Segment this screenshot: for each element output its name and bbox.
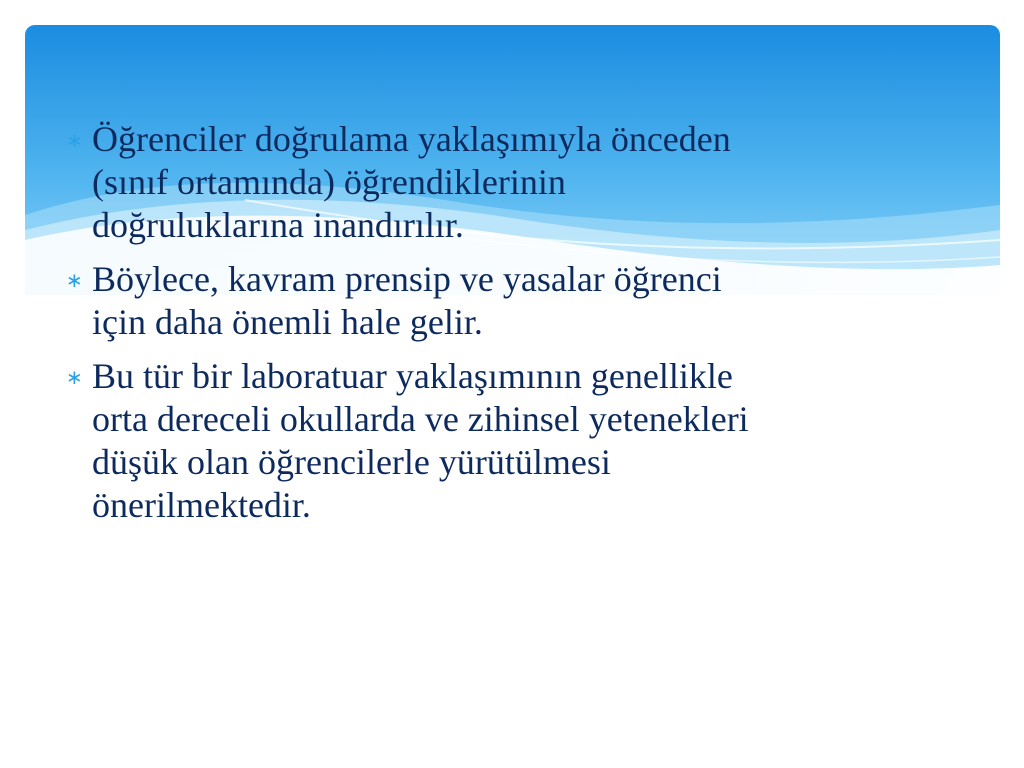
bullet-list [60,118,960,538]
bullet-item [60,258,960,344]
bullet-text-line: için daha önemli hale gelir. [92,302,483,342]
bullet-item [60,118,960,247]
bullet-item [60,355,960,527]
asterisk-bullet-icon: ∗ [66,268,83,292]
bullet-text-line: Bu tür bir laboratuar yaklaşımının genellikle [92,356,733,396]
bullet-text-line: önerilmektedir. [92,485,311,525]
bullet-text-line: doğruluklarına inandırılır. [92,205,464,245]
bullet-text-line: düşük olan öğrencilerle yürütülmesi [92,442,611,482]
asterisk-bullet-icon: ∗ [66,128,83,152]
asterisk-bullet-icon: ∗ [66,365,83,389]
bullet-text-line: Böylece, kavram prensip ve yasalar öğrenci [92,259,722,299]
bullet-text-line: (sınıf ortamında) öğrendiklerinin [92,162,566,202]
bullet-text-line: Öğrenciler doğrulama yaklaşımıyla önceden [92,119,731,159]
bullet-text-line: orta dereceli okullarda ve zihinsel yetenekleri [92,399,749,439]
